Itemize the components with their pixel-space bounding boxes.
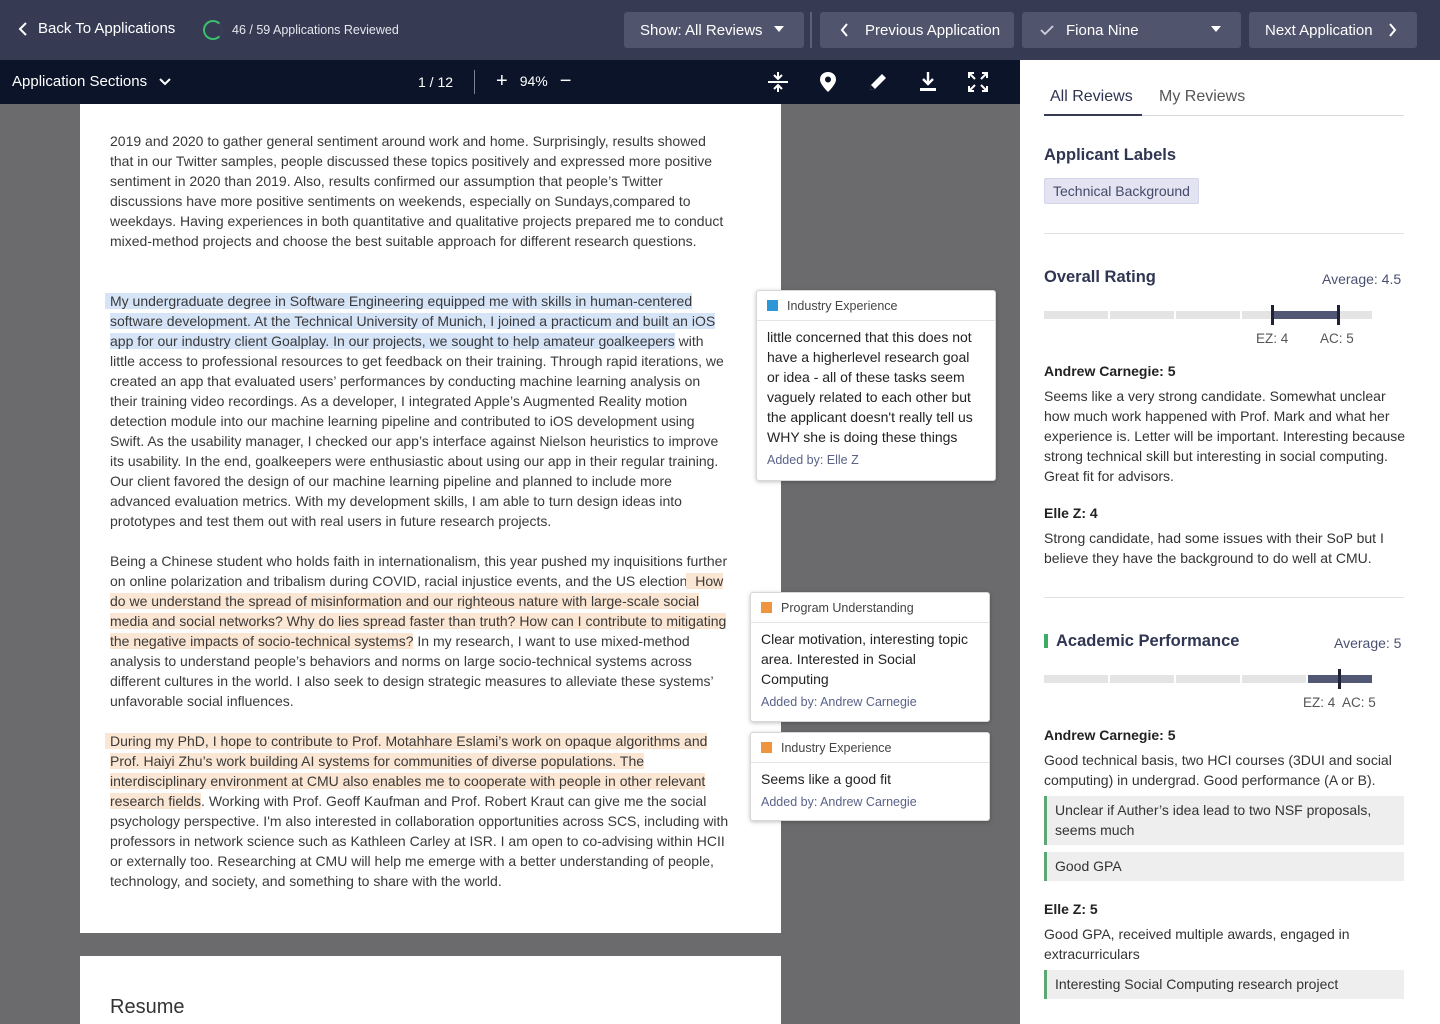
scale-segment <box>1176 675 1240 683</box>
academic-performance-title: Academic Performance <box>1056 632 1240 650</box>
chevron-down-icon <box>159 78 171 86</box>
previous-application-button[interactable] <box>820 12 1014 48</box>
sections-label: Application Sections <box>12 73 148 90</box>
comment-category: Program Understanding <box>781 600 914 615</box>
reviewer-name: Andrew Carnegie: 5 <box>1044 363 1176 379</box>
text-segment: In my research, I want to use mixed-method analysis to understand people’s behaviors and norms on large socio-technical systems across different cultures in the world. I also seek to design strategic measures to alleviate these systems’ unfavorable social influences. <box>110 633 714 709</box>
rating-range-fill <box>1273 311 1339 319</box>
back-to-applications-link[interactable] <box>18 20 175 37</box>
zoom-level: 94% <box>519 73 548 89</box>
document-toolbar <box>0 60 1020 104</box>
scale-segment <box>1044 675 1108 683</box>
show-filter-dropdown[interactable] <box>624 12 804 48</box>
text-segment: with little access to professional resources to get feedback on their training. Through rapid iterations, we created an app that evaluated users’ performances by conducting machine learning analysis on their training video recordings. As a developer, I integrated Apple’s Augmented Reality motion detection module into our machine learning pipeline and contributed to iOS development using Swift. As the usability manager, I checked our app’s interface against Nielson heuristics to improve its usability. In the end, goalkeepers were enthusiastic about using our app in their regular training. Our client favored the design of our machine learning pipeline and planned to include more advanced evaluation metrics. With my development skills, I am able to turn design ideas into prototypes and test them out with real users in future research projects. <box>110 333 724 529</box>
divider <box>1044 233 1404 234</box>
review-tabs <box>1044 88 1404 116</box>
overall-rating-title: Overall Rating <box>1044 268 1156 286</box>
scale-segment <box>1176 311 1240 319</box>
check-icon <box>1040 25 1054 36</box>
highlight-quote[interactable]: Good GPA <box>1044 852 1404 881</box>
highlight-quote[interactable]: Interesting Social Computing research project <box>1044 970 1404 999</box>
comment-author: Added by: Andrew Carnegie <box>761 695 917 709</box>
paragraph-3 <box>110 551 730 711</box>
rating-marker-ez <box>1271 305 1274 325</box>
applicant-label-chip[interactable]: Technical Background <box>1044 178 1199 204</box>
highlight-industry-experience-2[interactable]: During my PhD, I hope to contribute to Prof. Motahhare Eslami’s work on opaque algorithms and Prof. Haiyi Zhu’s work building AI systems for communities of diverse populations. The interdisciplinary environment at CMU also enables me to cooperate with people in other relevant research fields <box>110 733 708 809</box>
rating-marker-ac <box>1337 305 1340 325</box>
active-tab-indicator <box>1044 114 1142 116</box>
progress-text: 46 / 59 Applications Reviewed <box>232 23 399 37</box>
review-text: Strong candidate, had some issues with their SoP but I believe they have the background to do well at CMU. <box>1044 530 1384 566</box>
zoom-out-button[interactable]: − <box>559 70 572 92</box>
scale-segment <box>1110 675 1174 683</box>
comment-header <box>751 733 989 763</box>
chevron-left-icon <box>840 23 849 37</box>
academic-rating-scale <box>1044 675 1372 683</box>
marker-label-ac: AC: 5 <box>1320 331 1354 346</box>
text-segment: . Working with Prof. Geoff Kaufman and Prof. Robert Kraut can give me the social psychology perspective. I'm also interested in collaboration opportunities across SCS, including with professors in network science such as Kathleen Carley at ISR. I am open to co-advising within HCII or externally too. Researching at CMU will help me emerge with a better understanding of people, technology, and society, and something to share with the world. <box>110 793 729 889</box>
zoom-in-button[interactable]: + <box>496 70 508 92</box>
section-marker <box>1044 634 1048 648</box>
progress-ring-icon <box>203 20 223 40</box>
text-segment: 2019 and 2020 to gather general sentiment around work and home. Surprisingly, results showed that in our Twitter samples, people discussed these topics positively and expressed more positive sentiment in 2020 than 2019. Also, results confirmed our assumption that people’s Twitter discussions have more positive sentiments on weekends, especially on Sundays,compared to weekdays. Having experiences in both quantitative and qualitative projects prepared me to conduct mixed-method projects and choose the best suitable approach for different research questions. <box>110 133 724 249</box>
pencil-icon[interactable] <box>867 71 889 93</box>
tab-my-reviews[interactable]: My Reviews <box>1159 88 1246 105</box>
reviewer-name: Elle Z: 5 <box>1044 901 1098 917</box>
next-application-label: Next Application <box>1265 21 1373 39</box>
comment-header <box>757 291 995 321</box>
pin-icon[interactable] <box>817 71 839 93</box>
resume-heading: Resume <box>110 996 185 1018</box>
applicant-labels-title: Applicant Labels <box>1044 146 1177 164</box>
document-page <box>80 104 781 933</box>
comment-text: Seems like a good fit <box>761 771 891 787</box>
overall-rating-scale <box>1044 311 1372 319</box>
category-color-icon <box>761 602 772 613</box>
scale-segment <box>1110 311 1174 319</box>
academic-average: Average: 5 <box>1334 635 1402 651</box>
reviewer-name: Elle Z: 4 <box>1044 505 1098 521</box>
previous-application-label: Previous Application <box>865 21 1001 39</box>
paragraph-4 <box>110 731 730 891</box>
fit-height-icon[interactable] <box>767 71 789 93</box>
comment-card[interactable] <box>756 290 996 481</box>
comment-text: Clear motivation, interesting topic area. Interested in Social Computing <box>761 631 968 687</box>
category-color-icon <box>767 300 778 311</box>
marker-label-ac: AC: 5 <box>1342 695 1376 710</box>
comment-author: Added by: Elle Z <box>767 453 859 467</box>
applicant-selector[interactable] <box>1022 12 1241 48</box>
zoom-control <box>496 71 571 91</box>
review-progress <box>203 20 399 40</box>
comment-author: Added by: Andrew Carnegie <box>761 795 917 809</box>
comment-category: Industry Experience <box>787 298 898 313</box>
highlight-quote[interactable]: Unclear if Auther’s idea lead to two NSF proposals, seems much <box>1044 796 1404 845</box>
marker-label-ez: EZ: 4 <box>1303 695 1336 710</box>
chevron-left-icon <box>18 22 28 36</box>
chevron-right-icon <box>1388 23 1397 37</box>
paragraph-2 <box>110 291 730 531</box>
applicant-name: Fiona Nine <box>1066 21 1139 39</box>
comment-card[interactable] <box>750 732 990 821</box>
category-color-icon <box>761 742 772 753</box>
application-sections-dropdown[interactable] <box>12 73 171 90</box>
tab-all-reviews[interactable]: All Reviews <box>1050 88 1133 105</box>
back-label: Back To Applications <box>38 20 176 37</box>
top-bar <box>0 0 1440 60</box>
comment-card[interactable] <box>750 592 990 722</box>
toolbar-divider <box>810 12 812 48</box>
caret-down-icon <box>1211 26 1221 33</box>
scale-segment <box>1242 675 1306 683</box>
divider <box>1044 597 1404 598</box>
review-text: Good technical basis, two HCI courses (3DUI and social computing) in undergrad. Good performance (A or B). <box>1044 752 1392 788</box>
toolbar-separator <box>474 70 475 94</box>
fullscreen-icon[interactable] <box>967 71 989 93</box>
comment-text: little concerned that this does not have a higherlevel research goal or idea - all of these tasks seem vaguely related to each other but the applicant doesn't really tell us WHY she is doing these things <box>767 329 973 445</box>
reviewer-name: Andrew Carnegie: 5 <box>1044 727 1176 743</box>
download-icon[interactable] <box>917 71 939 93</box>
document-page-2 <box>80 956 781 1024</box>
paragraph-1 <box>110 131 730 251</box>
comment-category: Industry Experience <box>781 740 892 755</box>
text-segment: Being a Chinese student who holds faith in internationalism, this year pushed my inquisitions further on online polarization and tribalism during COVID, racial injustice events, and the US election. <box>110 553 728 589</box>
overall-average: Average: 4.5 <box>1322 271 1402 287</box>
show-filter-label: Show: All Reviews <box>640 21 763 39</box>
comment-header <box>751 593 989 623</box>
highlight-industry-experience[interactable]: My undergraduate degree in Software Engineering equipped me with skills in human-centered software development. At the Technical University of Munich, I joined a practicum and built an iOS app for our industry client Goalplay. In our projects, we sought to help amateur goalkeepers <box>110 293 716 349</box>
next-application-button[interactable] <box>1249 12 1417 48</box>
marker-label-ez: EZ: 4 <box>1256 331 1289 346</box>
reviews-panel <box>1020 60 1440 1024</box>
page-indicator: 1 / 12 <box>418 74 454 90</box>
review-text: Seems like a very strong candidate. Somewhat unclear how much work happened with Prof. Mark and what her experience is. Letter will be important. Interesting because strong technical skill but interesting in social computing. Great fit for advisors. <box>1044 388 1406 484</box>
rating-marker <box>1338 669 1341 689</box>
highlight-program-understanding[interactable]: How do we understand the spread of misinformation and our righteous nature with large-scale social media and social networks? Why do lies spread faster than truth? How can I contribute to mitigating the negative impacts of socio-technical systems? <box>110 573 727 649</box>
review-text: Good GPA, received multiple awards, engaged in extracurriculars <box>1044 926 1350 962</box>
scale-segment <box>1044 311 1108 319</box>
caret-down-icon <box>774 26 784 33</box>
